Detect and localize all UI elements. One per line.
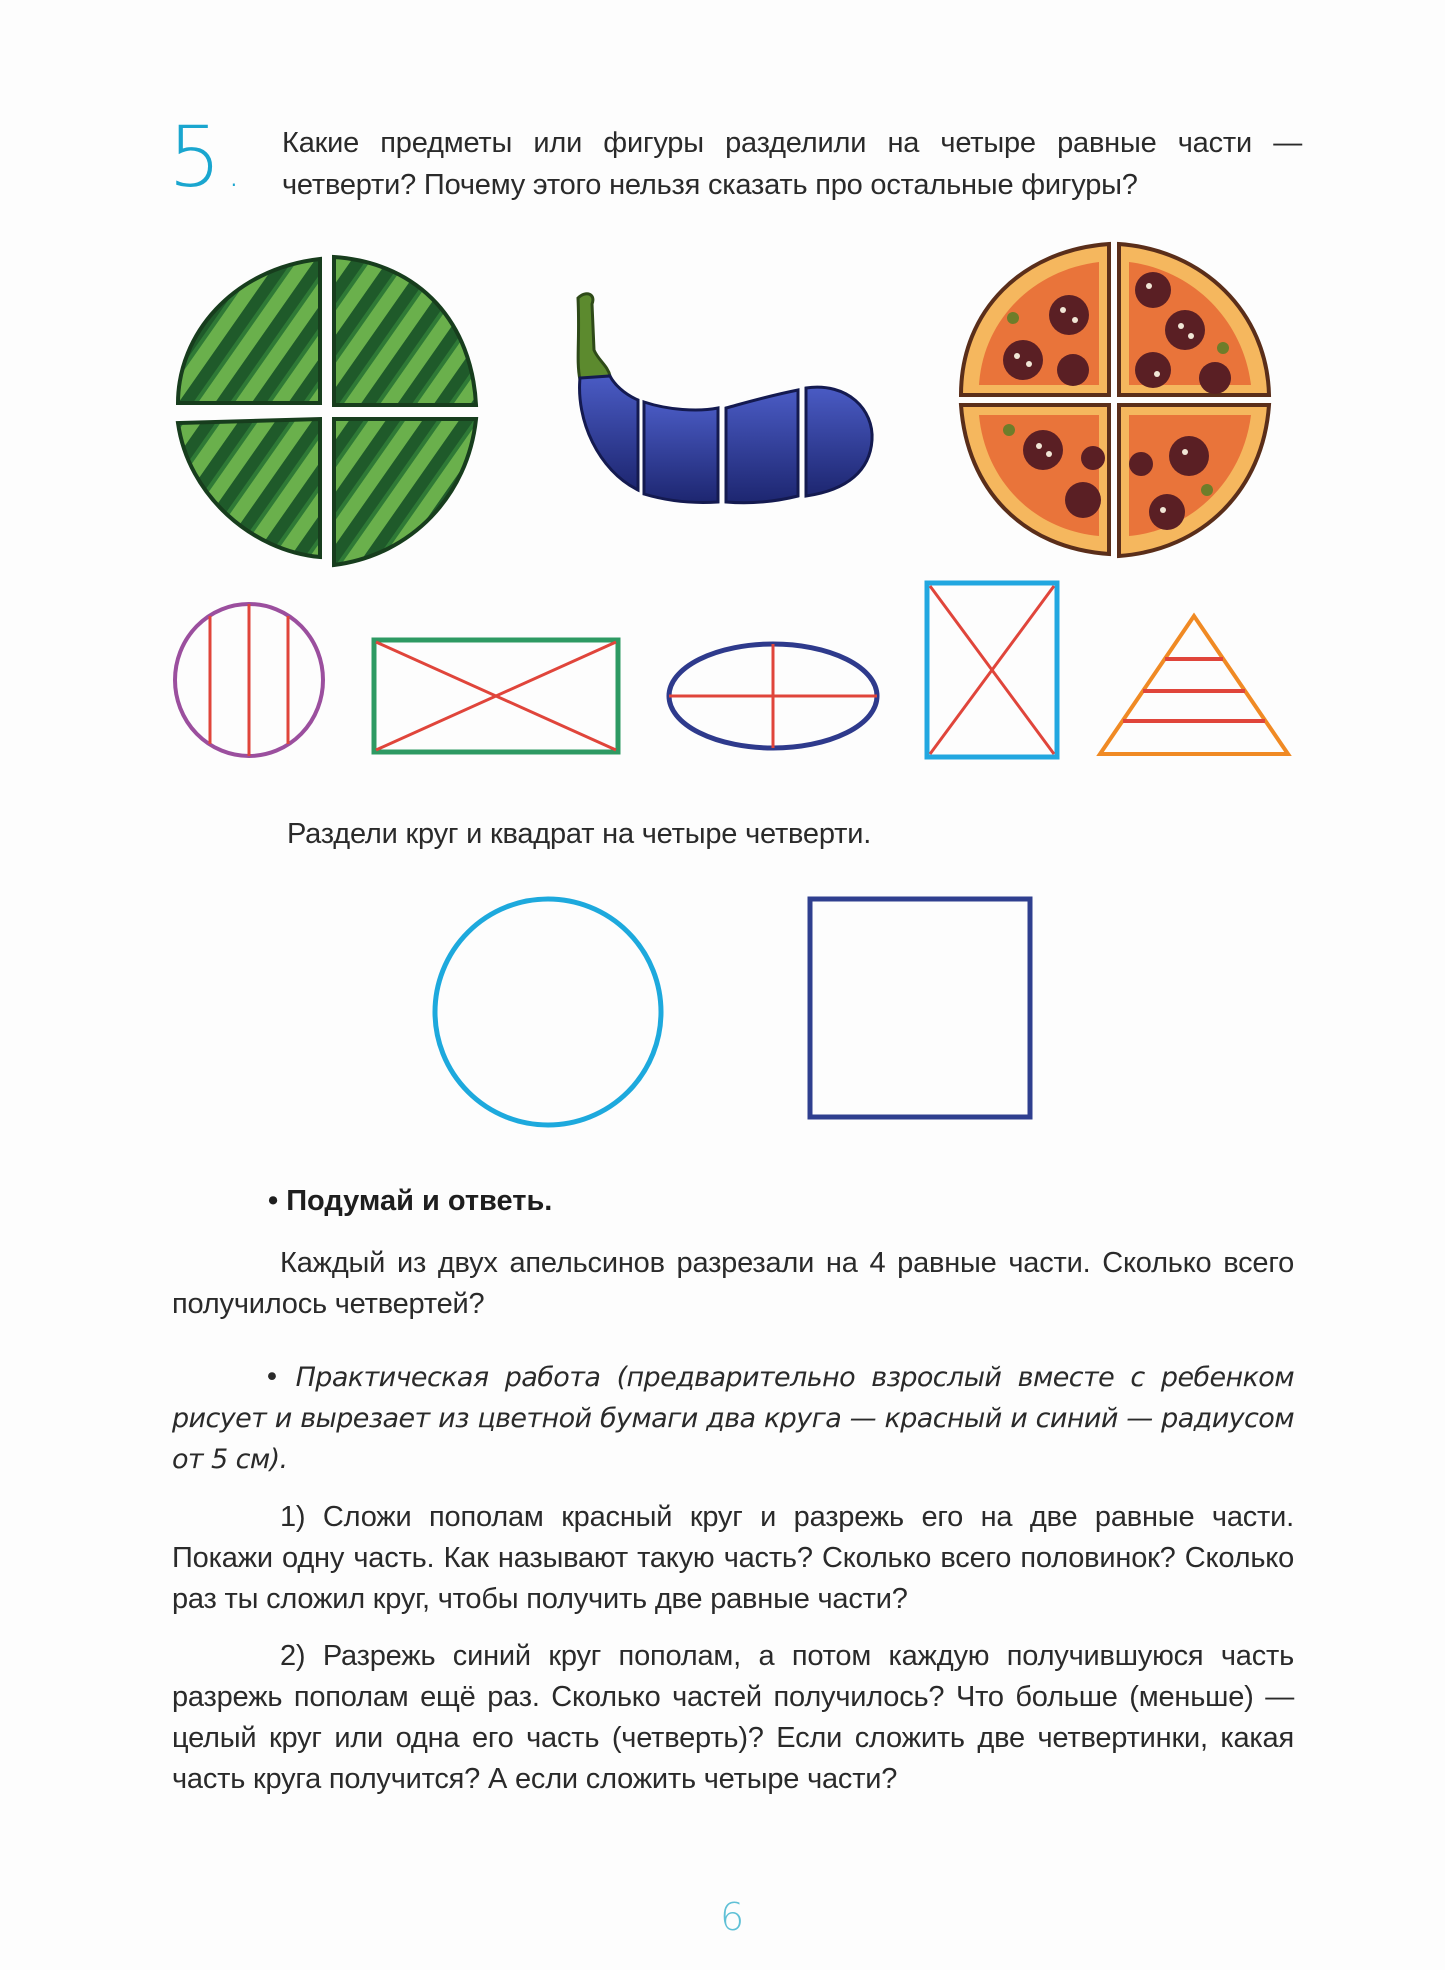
shape-ellipse-cross: [665, 640, 881, 752]
square-to-divide[interactable]: [807, 896, 1033, 1120]
step-2: [172, 1636, 1294, 1800]
task-question: Какие предметы или фигуры разделили на четыре равные части — четверти? Почему этого нельзя сказать про остальные фигуры?: [282, 127, 1302, 201]
eggplant-stem-icon: [578, 294, 610, 380]
pizza-illustration: [953, 240, 1275, 560]
practical-work-content: • Практическая работа (предварительно взрослый вместе с ребенком рисует и вырезает из цветной бумаги два круга — красный и синий — радиусом от 5 см).: [172, 1362, 1294, 1475]
step-2-text: 2) Разрежь синий круг пополам, а потом каждую получившуюся часть разрежь пополам ещё раз. Сколько частей получилось? Что больше (меньше) — целый круг или одна его часть (четверть)? Если сложить две четвертинки, какая часть круга получится? А если сложить четыре части?: [172, 1640, 1294, 1795]
shape-tall-rectangle-diagonals: [924, 580, 1060, 760]
shape-rectangle-diagonals: [371, 637, 621, 755]
circle-to-divide[interactable]: [432, 896, 664, 1128]
step-1-text: 1) Сложи пополам красный круг и разрежь его на две равные части. Покажи одну часть. Как называют такую часть? Сколько всего половинок? Сколько раз ты сложил круг, чтобы получить две равные части?: [172, 1501, 1294, 1615]
task-number-value: 5: [168, 108, 222, 206]
task-number: [168, 108, 241, 206]
page-number: 6: [720, 1895, 745, 1939]
subtask-instruction: Раздели круг и квадрат на четыре четверти.: [287, 818, 872, 850]
step-1: [172, 1497, 1294, 1620]
think-text-content: Каждый из двух апельсинов разрезали на 4 равные части. Сколько всего получилось четвертей?: [172, 1247, 1294, 1320]
shape-ellipse-vertical-lines: [172, 600, 328, 760]
watermelon-illustration: [172, 255, 482, 575]
practical-work-text: [172, 1357, 1294, 1480]
think-text: [172, 1243, 1294, 1325]
shape-triangle-horizontal-lines: [1096, 612, 1292, 758]
task-number-dot: .: [227, 150, 241, 196]
eggplant-illustration: [558, 290, 878, 515]
think-title: • Подумай и ответь.: [268, 1185, 553, 1217]
